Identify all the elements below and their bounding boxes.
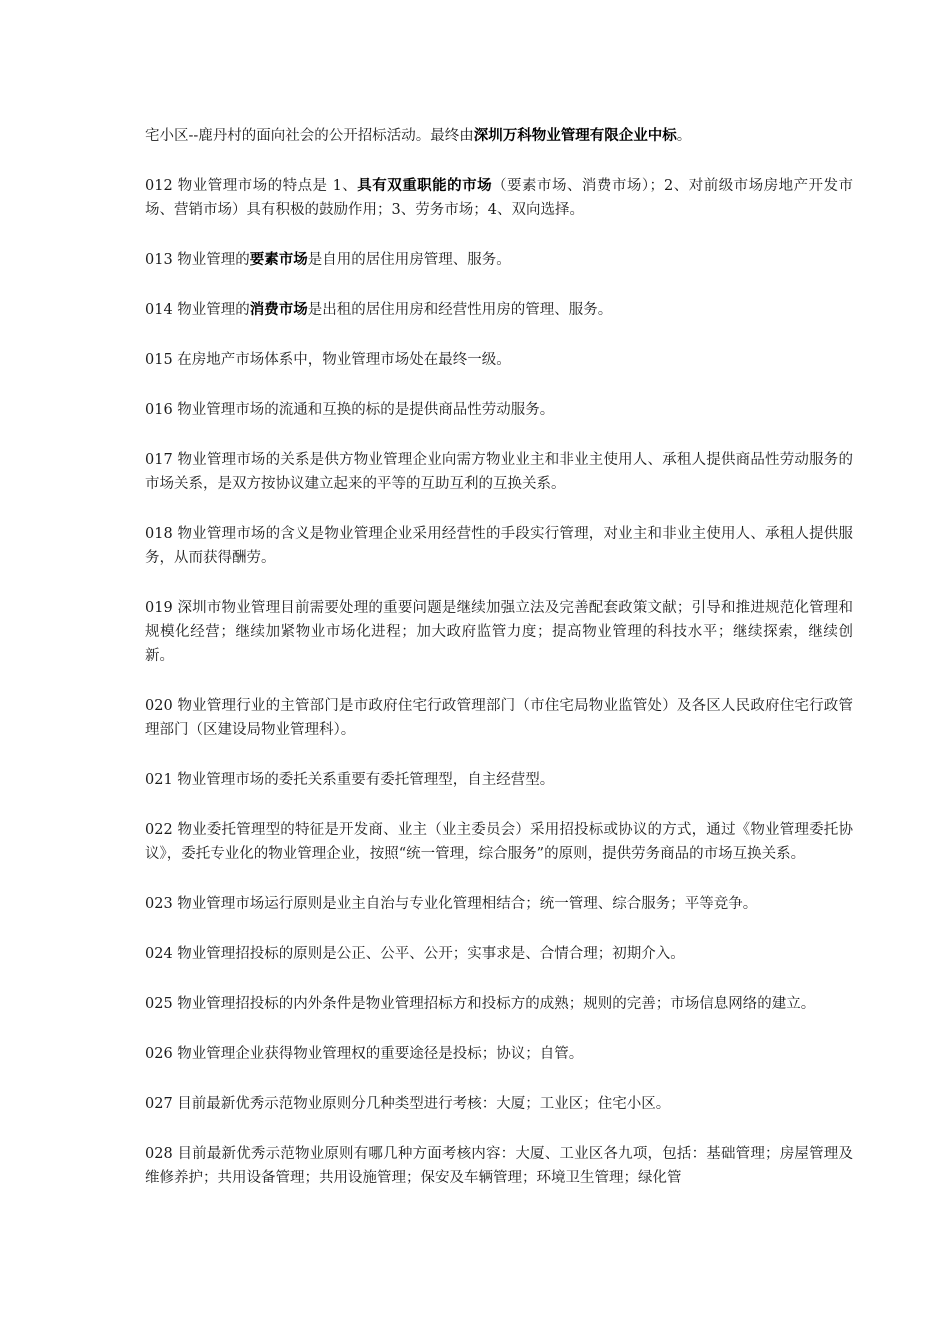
body-text: 015 在房地产市场体系中，物业管理市场处在最终一级。 — [145, 352, 511, 368]
body-text: 。 — [676, 128, 692, 144]
body-text: 017 物业管理市场的关系是供方物业管理企业向需方物业业主和非业主使用人、承租人提供商品性劳动服务的市场关系，是双方按协议建立起来的平等的互助互利的互换关系。 — [145, 452, 853, 492]
body-text: 是自用的居住用房管理、服务。 — [307, 252, 511, 268]
body-text: 宅小区--鹿丹村的面向社会的公开招标活动。最终由 — [145, 128, 474, 144]
paragraph-p024 — [145, 942, 853, 966]
body-text: 016 物业管理市场的流通和互换的标的是提供商品性劳动服务。 — [145, 402, 555, 418]
body-text: （要素市场、消费市场）；2、对前级市场房地产开发市场、营销市场）具有积极的鼓励作用；3、劳务市场；4、双向选择。 — [145, 178, 853, 218]
body-text: 028 目前最新优秀示范物业原则有哪几种方面考核内容：大厦、工业区各九项，包括：基础管理；房屋管理及维修养护；共用设备管理；共用设施管理；保安及车辆管理；环境卫生管理；绿化管 — [145, 1146, 853, 1186]
body-text: 019 深圳市物业管理目前需要处理的重要问题是继续加强立法及完善配套政策文献；引导和推进规范化管理和规模化经营；继续加紧物业市场化进程；加大政府监管力度；提高物业管理的科技水平；继续探索，继续创新。 — [145, 600, 853, 664]
paragraph-p022 — [145, 818, 853, 866]
document-page — [145, 124, 853, 1216]
body-text: 025 物业管理招投标的内外条件是物业管理招标方和投标方的成熟；规则的完善；市场信息网络的建立。 — [145, 996, 816, 1012]
paragraph-p019 — [145, 596, 853, 668]
bold-text: 要素市场 — [249, 251, 308, 268]
paragraph-p016 — [145, 398, 853, 422]
paragraph-p021 — [145, 768, 853, 792]
paragraph-p012 — [145, 174, 853, 222]
body-text: 023 物业管理市场运行原则是业主自治与专业化管理相结合；统一管理、综合服务；平等竞争。 — [145, 896, 758, 912]
body-text: 是出租的居住用房和经营性用房的管理、服务。 — [307, 302, 613, 318]
body-text: 022 物业委托管理型的特征是开发商、业主（业主委员会）采用招投标或协议的方式，通过《物业管理委托协议》，委托专业化的物业管理企业，按照“统一管理，综合服务”的原则，提供劳务商品的市场互换关系。 — [145, 822, 853, 862]
bold-text: 具有双重职能的市场 — [357, 177, 493, 194]
body-text: 020 物业管理行业的主管部门是市政府住宅行政管理部门（市住宅局物业监管处）及各区人民政府住宅行政管理部门（区建设局物业管理科）。 — [145, 698, 853, 738]
paragraph-p013 — [145, 248, 853, 272]
body-text: 014 物业管理的 — [145, 302, 250, 318]
paragraph-p014 — [145, 298, 853, 322]
paragraph-p028 — [145, 1142, 853, 1190]
bold-text: 深圳万科物业管理有限企业中标 — [473, 127, 677, 144]
body-text: 026 物业管理企业获得物业管理权的重要途径是投标；协议；自管。 — [145, 1046, 584, 1062]
bold-text: 消费市场 — [249, 301, 308, 318]
paragraph-p015 — [145, 348, 853, 372]
paragraph-p000 — [145, 124, 853, 148]
body-text: 018 物业管理市场的含义是物业管理企业采用经营性的手段实行管理，对业主和非业主使用人、承租人提供服务，从而获得酬劳。 — [145, 526, 853, 566]
paragraph-p018 — [145, 522, 853, 570]
paragraph-p017 — [145, 448, 853, 496]
body-text: 021 物业管理市场的委托关系重要有委托管理型，自主经营型。 — [145, 772, 555, 788]
body-text: 012 物业管理市场的特点是 1、 — [145, 178, 358, 194]
paragraph-p023 — [145, 892, 853, 916]
paragraph-p026 — [145, 1042, 853, 1066]
paragraph-p027 — [145, 1092, 853, 1116]
body-text: 027 目前最新优秀示范物业原则分几种类型进行考核：大厦；工业区；住宅小区。 — [145, 1096, 671, 1112]
body-text: 013 物业管理的 — [145, 252, 250, 268]
paragraph-p020 — [145, 694, 853, 742]
body-text: 024 物业管理招投标的原则是公正、公平、公开；实事求是、合情合理；初期介入。 — [145, 946, 685, 962]
paragraph-p025 — [145, 992, 853, 1016]
